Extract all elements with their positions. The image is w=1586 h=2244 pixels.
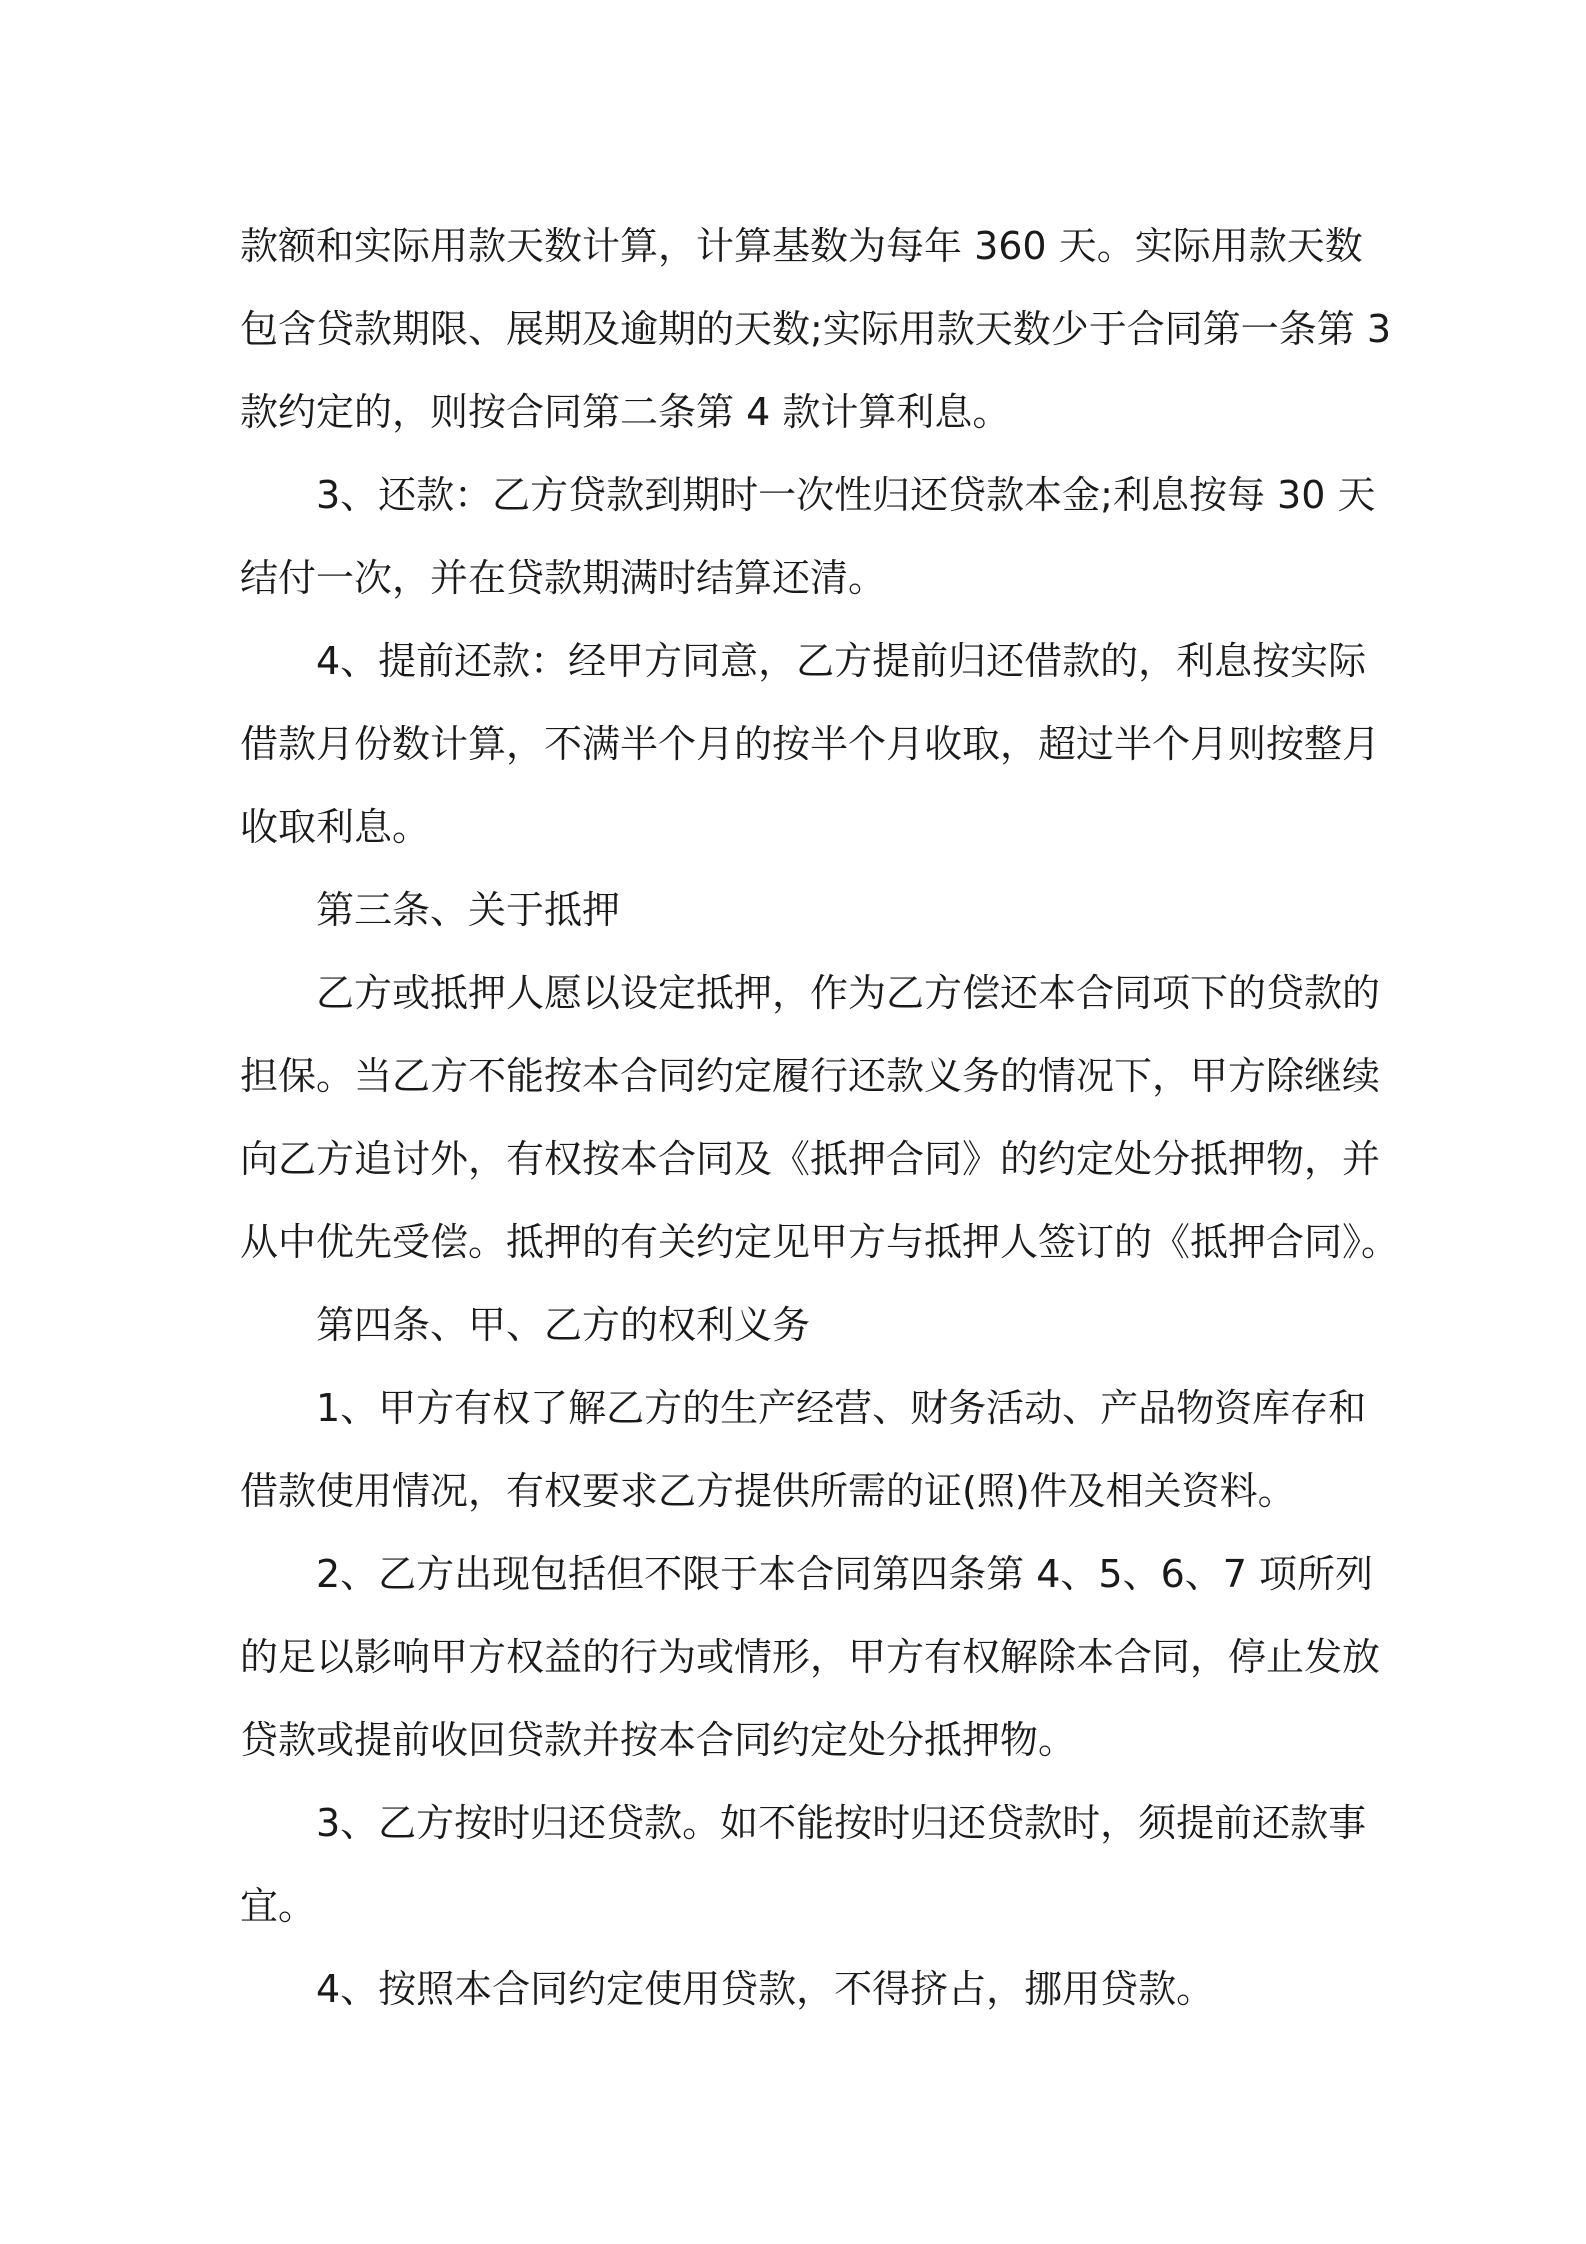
text-line: 借款使用情况，有权要求乙方提供所需的证(照)件及相关资料。 — [240, 1469, 1296, 1513]
text-line: 从中优先受偿。抵押的有关约定见甲方与抵押人签订的《抵押合同》。 — [240, 1220, 1400, 1264]
text-line: 借款月份数计算，不满半个月的按半个月收取，超过半个月则按整月 — [240, 722, 1381, 766]
text-line: 款额和实际用款天数计算，计算基数为每年 360 天。实际用款天数 — [240, 224, 1363, 268]
text-line: 收取利息。 — [240, 805, 431, 849]
text-line: 1、甲方有权了解乙方的生产经营、财务活动、产品物资库存和 — [316, 1386, 1367, 1430]
text-line: 结付一次，并在贷款期满时结算还清。 — [240, 556, 887, 600]
text-line: 3、还款：乙方贷款到期时一次性归还贷款本金;利息按每 30 天 — [316, 473, 1376, 517]
text-line: 包含贷款期限、展期及逾期的天数;实际用款天数少于合同第一条第 3 — [240, 307, 1392, 351]
text-line: 贷款或提前收回贷款并按本合同约定处分抵押物。 — [240, 1718, 1077, 1762]
text-line: 的足以影响甲方权益的行为或情形，甲方有权解除本合同，停止发放 — [240, 1635, 1381, 1679]
text-line: 4、按照本合同约定使用贷款，不得挤占，挪用贷款。 — [316, 1967, 1215, 2011]
text-line: 乙方或抵押人愿以设定抵押，作为乙方偿还本合同项下的贷款的 — [316, 971, 1381, 1015]
text-line: 担保。当乙方不能按本合同约定履行还款义务的情况下，甲方除继续 — [240, 1054, 1381, 1098]
section-heading: 第三条、关于抵押 — [316, 888, 621, 932]
section-heading: 第四条、甲、乙方的权利义务 — [316, 1303, 811, 1347]
text-line: 宜。 — [240, 1884, 317, 1928]
text-line: 款约定的，则按合同第二条第 4 款计算利息。 — [240, 390, 1011, 434]
text-line: 向乙方追讨外，有权按本合同及《抵押合同》的约定处分抵押物，并 — [240, 1137, 1381, 1181]
text-line: 3、乙方按时归还贷款。如不能按时归还贷款时，须提前还款事 — [316, 1801, 1367, 1845]
text-line: 4、提前还款：经甲方同意，乙方提前归还借款的，利息按实际 — [316, 639, 1367, 683]
document-body — [240, 205, 1400, 2031]
text-line: 2、乙方出现包括但不限于本合同第四条第 4、5、6、7 项所列 — [316, 1552, 1374, 1596]
